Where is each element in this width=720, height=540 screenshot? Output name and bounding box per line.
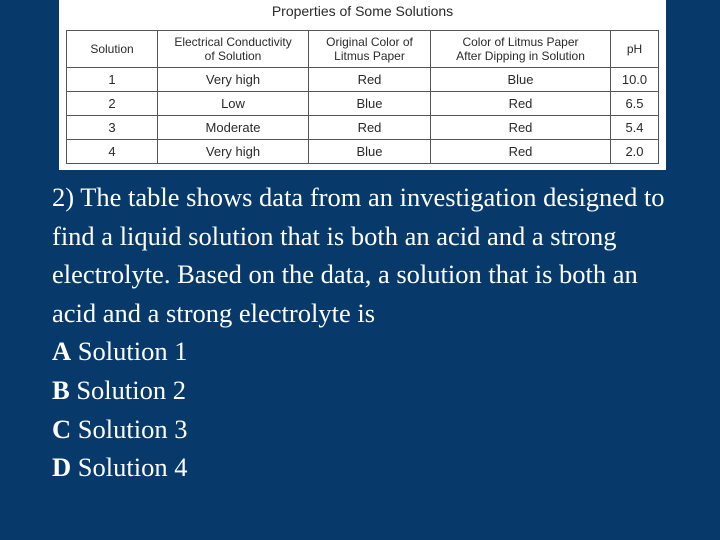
option-letter: B [52, 374, 70, 405]
table-figure [59, 0, 666, 170]
table-row [67, 140, 659, 164]
cell-original-color: Blue [309, 92, 431, 116]
option-text: Solution 3 [71, 413, 188, 444]
cell-conductivity: Very high [158, 68, 309, 92]
cell-solution: 4 [67, 140, 158, 164]
option-text: Solution 1 [71, 336, 188, 367]
question-block [52, 178, 682, 487]
option-b [52, 371, 682, 410]
option-d [52, 448, 682, 487]
cell-conductivity: Low [158, 92, 309, 116]
cell-original-color: Red [309, 116, 431, 140]
properties-table [66, 30, 659, 164]
cell-original-color: Red [309, 68, 431, 92]
cell-solution: 3 [67, 116, 158, 140]
option-text: Solution 2 [69, 374, 187, 405]
cell-ph: 6.5 [611, 92, 659, 116]
table-header-row [67, 31, 659, 68]
header-original-color: Original Color of Litmus Paper [309, 31, 431, 68]
table-row [67, 116, 659, 140]
cell-color-after: Red [431, 116, 611, 140]
cell-ph: 5.4 [611, 116, 659, 140]
table-row [67, 68, 659, 92]
cell-ph: 10.0 [611, 68, 659, 92]
question-text: 2) The table shows data from an investigation designed to find a liquid solution that is both an acid and a strong electrolyte. Based on the data, a solution that is both an acid and a strong electrolyte is [52, 182, 665, 328]
header-conductivity: Electrical Conductivity of Solution [158, 31, 309, 68]
cell-solution: 1 [67, 68, 158, 92]
option-letter: A [52, 336, 72, 367]
option-letter: C [52, 413, 72, 444]
header-solution: Solution [67, 31, 158, 68]
table-row [67, 92, 659, 116]
cell-conductivity: Very high [158, 140, 309, 164]
option-text: Solution 4 [71, 452, 188, 483]
table-title: Properties of Some Solutions [271, 3, 454, 19]
header-ph: pH [611, 31, 659, 68]
option-a [52, 332, 682, 371]
cell-color-after: Red [431, 140, 611, 164]
cell-color-after: Red [431, 92, 611, 116]
cell-ph: 2.0 [611, 140, 659, 164]
cell-color-after: Blue [431, 68, 611, 92]
cell-conductivity: Moderate [158, 116, 309, 140]
header-color-after: Color of Litmus Paper After Dipping in Solution [431, 31, 611, 68]
cell-solution: 2 [67, 92, 158, 116]
option-c [52, 410, 682, 449]
cell-original-color: Blue [309, 140, 431, 164]
option-letter: D [52, 452, 72, 483]
